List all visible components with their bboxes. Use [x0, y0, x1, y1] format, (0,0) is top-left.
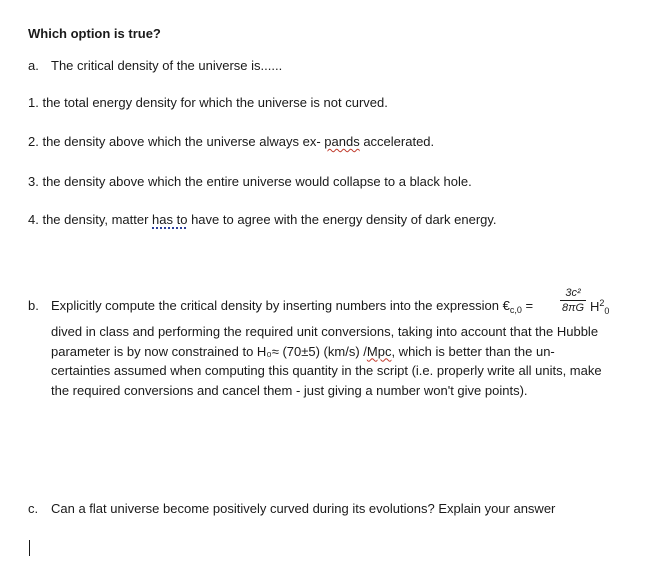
question-a-text: The critical density of the universe is...... — [51, 58, 283, 73]
question-c-text: Can a flat universe become positively curved during its evolutions? Explain your answer — [51, 501, 556, 516]
question-b-line-5: the required conversions and cancel them - just giving a number won't give points). — [51, 382, 528, 398]
fraction-numerator: 3c² — [560, 287, 586, 301]
question-b-line-1: b. Explicitly compute the critical density by inserting numbers into the expression $€_{c,0}$ = — [28, 298, 534, 315]
spelling-squiggle: Mpc — [366, 343, 392, 359]
question-a — [28, 58, 282, 73]
option-1: 1. the total energy density for which the universe is not curved. — [28, 95, 388, 110]
question-b-line-4: certainties assumed when computing this quantity in the script (i.e. properly write all units, make — [51, 363, 602, 378]
question-b-label: b. — [28, 298, 39, 313]
hubble-squared: $H^2_0$ — [590, 298, 610, 316]
grammar-underline: has to — [152, 212, 188, 227]
question-b-line-3: parameter is by now constrained to H₀≈ (70±5) (km/s) /Mpc, which is better than the un- — [51, 343, 555, 359]
question-b-line-2: dived in class and performing the required unit conversions, taking into account that the Hubble — [51, 324, 599, 339]
option-3: 3. the density above which the entire universe would collapse to a black hole. — [28, 174, 472, 189]
density-subscript: c,0 — [509, 305, 522, 315]
critical-density-fraction — [560, 287, 586, 314]
question-c — [28, 501, 555, 516]
spelling-squiggle: pands — [324, 134, 360, 149]
fraction-denominator: 8πG — [561, 302, 585, 314]
question-b-body — [51, 322, 651, 400]
option-2: 2. the density above which the universe always ex- pands accelerated. — [28, 134, 435, 149]
option-4: 4. the density, matter has to have to agree with the energy density of dark energy. — [28, 212, 497, 227]
page-title: Which option is true? — [28, 26, 161, 41]
text-cursor[interactable] — [29, 540, 30, 556]
question-a-label: a. — [28, 58, 39, 73]
question-c-label: c. — [28, 501, 39, 516]
